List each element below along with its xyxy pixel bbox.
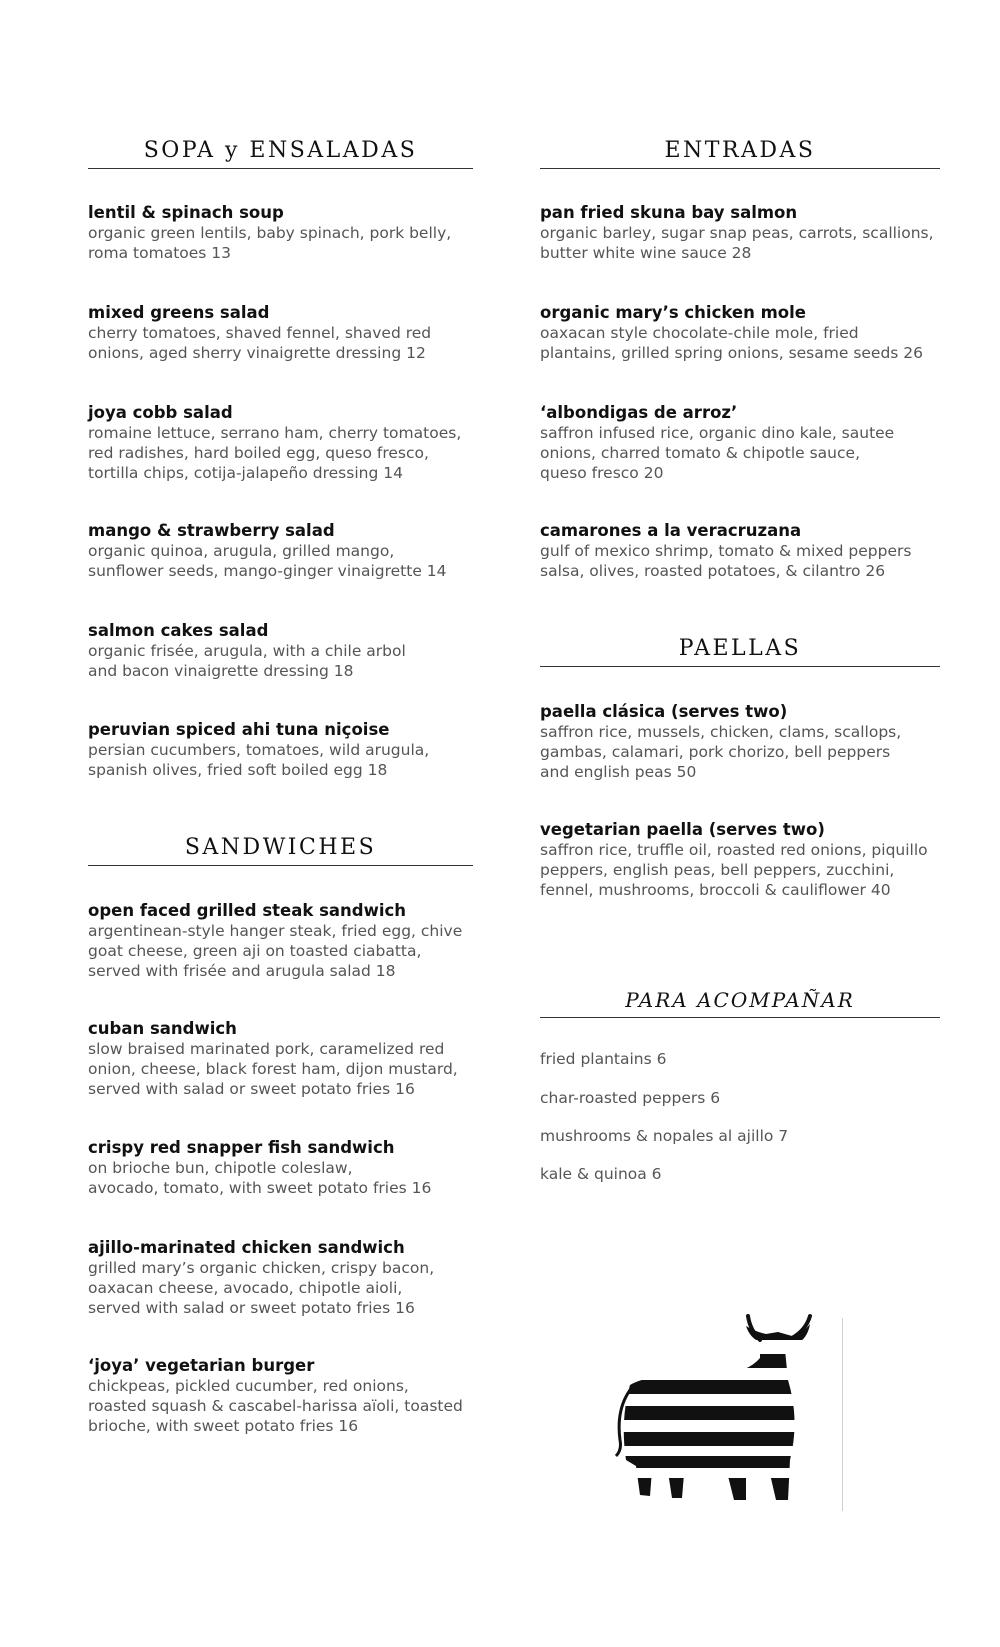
menu-item-name: lentil & spinach soup: [88, 203, 284, 222]
side-item: kale & quinoa 6: [540, 1165, 662, 1183]
menu-item-desc: chickpeas, pickled cucumber, red onions, roasted squash & cascabel-harissa aïoli, toasted brioche, with sweet potato fries 16: [88, 1377, 463, 1435]
divider-line: [842, 1318, 843, 1511]
menu-item: [88, 1355, 473, 1436]
menu-item-name: pan fried skuna bay salmon: [540, 203, 798, 222]
menu-item: [540, 520, 940, 581]
menu-item-desc: organic quinoa, arugula, grilled mango, sunflower seeds, mango-ginger vinaigrette 14: [88, 542, 447, 580]
section-sopa: [88, 138, 473, 169]
menu-item-desc: grilled mary’s organic chicken, crispy bacon, oaxacan cheese, avocado, chipotle aioli, served with salad or sweet potato fries 16: [88, 1259, 435, 1317]
section-title-acompanar: PARA ACOMPAÑAR: [540, 988, 940, 1018]
menu-item-name: ‘albondigas de arroz’: [540, 403, 738, 422]
menu-item-desc: on brioche bun, chipotle coleslaw, avocado, tomato, with sweet potato fries 16: [88, 1159, 432, 1197]
menu-item: [540, 819, 940, 900]
menu-item-name: cuban sandwich: [88, 1019, 237, 1038]
menu-item: [88, 520, 473, 581]
menu-item: [88, 900, 473, 981]
menu-item-name: salmon cakes salad: [88, 621, 269, 640]
section-title-sopa: SOPA y ENSALADAS: [88, 138, 473, 169]
section-acompanar: [540, 988, 940, 1018]
menu-item-name: vegetarian paella (serves two): [540, 820, 825, 839]
menu-item-name: mango & strawberry salad: [88, 521, 335, 540]
section-title-entradas: ENTRADAS: [540, 138, 940, 169]
menu-item-name: paella clásica (serves two): [540, 702, 788, 721]
menu-item: [88, 719, 473, 780]
menu-item: [88, 1137, 473, 1198]
menu-item: [540, 402, 940, 483]
menu-item: [540, 302, 940, 363]
side-item: char-roasted peppers 6: [540, 1089, 721, 1107]
section-title-paellas: PAELLAS: [540, 636, 940, 667]
menu-item-desc: persian cucumbers, tomatoes, wild arugula, spanish olives, fried soft boiled egg 18: [88, 741, 430, 779]
menu-item-name: joya cobb salad: [88, 403, 233, 422]
menu-item-desc: romaine lettuce, serrano ham, cherry tomatoes, red radishes, hard boiled egg, queso fresco, tortilla chips, cotija-jalapeño dressing 14: [88, 424, 462, 482]
menu-item: [88, 1018, 473, 1099]
menu-item-name: peruvian spiced ahi tuna niçoise: [88, 720, 390, 739]
menu-item-desc: cherry tomatoes, shaved fennel, shaved red onions, aged sherry vinaigrette dressing 12: [88, 324, 432, 362]
menu-item: [88, 1237, 473, 1318]
menu-item: [540, 202, 940, 263]
menu-item: [88, 620, 473, 681]
section-title-sandwiches: SANDWICHES: [88, 835, 473, 866]
menu-item-desc: saffron rice, mussels, chicken, clams, scallops, gambas, calamari, pork chorizo, bell peppers and english peas 50: [540, 723, 902, 781]
striped-bull-icon: [610, 1310, 850, 1520]
menu-item-name: crispy red snapper fish sandwich: [88, 1138, 395, 1157]
menu-item-desc: saffron infused rice, organic dino kale, sautee onions, charred tomato & chipotle sauce, queso fresco 20: [540, 424, 895, 482]
menu-item-desc: organic green lentils, baby spinach, pork belly, roma tomatoes 13: [88, 224, 452, 262]
side-item: mushrooms & nopales al ajillo 7: [540, 1127, 789, 1145]
menu-item-desc: organic frisée, arugula, with a chile arbol and bacon vinaigrette dressing 18: [88, 642, 406, 680]
section-paellas: [540, 636, 940, 667]
menu-item-name: organic mary’s chicken mole: [540, 303, 806, 322]
menu-item-name: open faced grilled steak sandwich: [88, 901, 407, 920]
menu-item-name: ajillo-marinated chicken sandwich: [88, 1238, 405, 1257]
menu-item-desc: slow braised marinated pork, caramelized red onion, cheese, black forest ham, dijon mustard, served with salad or sweet potato fries 16: [88, 1040, 458, 1098]
menu-item-desc: organic barley, sugar snap peas, carrots, scallions, butter white wine sauce 28: [540, 224, 934, 262]
menu-item: [88, 202, 473, 263]
menu-item-name: mixed greens salad: [88, 303, 270, 322]
menu-item-desc: gulf of mexico shrimp, tomato & mixed peppers salsa, olives, roasted potatoes, & cilantro 26: [540, 542, 912, 580]
side-item: fried plantains 6: [540, 1050, 667, 1068]
menu-item: [540, 701, 940, 782]
menu-item: [88, 402, 473, 483]
menu-item: [88, 302, 473, 363]
menu-item-name: camarones a la veracruzana: [540, 521, 802, 540]
section-entradas: [540, 138, 940, 169]
section-sandwiches: [88, 835, 473, 866]
menu-item-desc: saffron rice, truffle oil, roasted red onions, piquillo peppers, english peas, bell peppers, zucchini, fennel, mushrooms, broccoli & cauliflower 40: [540, 841, 928, 899]
menu-item-name: ‘joya’ vegetarian burger: [88, 1356, 315, 1375]
menu-item-desc: oaxacan style chocolate-chile mole, fried plantains, grilled spring onions, sesame seeds 26: [540, 324, 924, 362]
menu-item-desc: argentinean-style hanger steak, fried egg, chive goat cheese, green aji on toasted ciabatta, served with frisée and arugula salad 18: [88, 922, 463, 980]
